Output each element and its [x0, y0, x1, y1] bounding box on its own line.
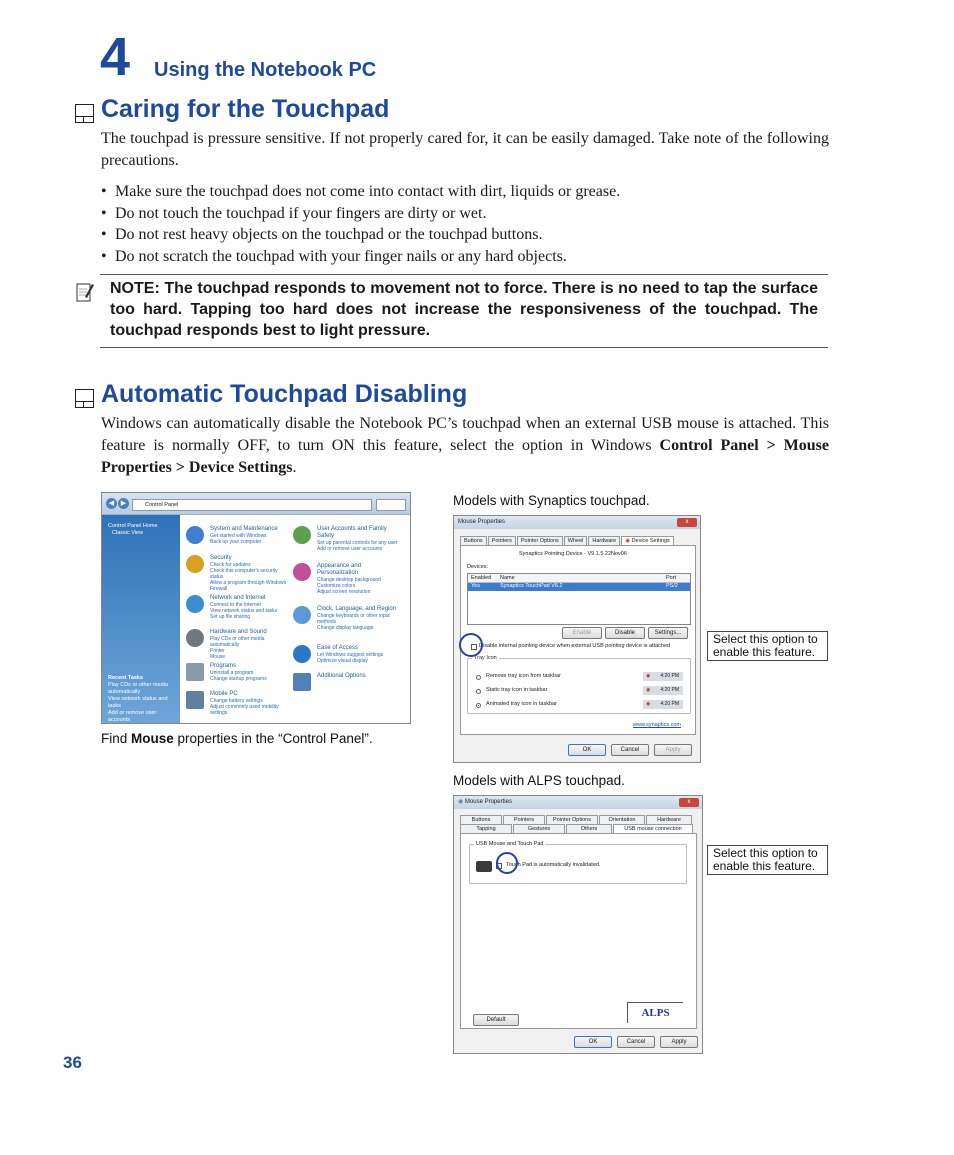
cp-category-name: Mobile PC: [210, 691, 238, 697]
cancel-button[interactable]: Cancel: [617, 1036, 655, 1048]
apply-button[interactable]: Apply: [654, 744, 692, 756]
tray-time: 4:20 PM: [660, 673, 679, 679]
apply-button[interactable]: Apply: [660, 1036, 698, 1048]
auto-body: [101, 413, 829, 479]
cp-titlebar: [102, 493, 410, 515]
synaptics-link[interactable]: www.synaptics.com: [633, 722, 681, 728]
tray-icon-group: [467, 655, 691, 714]
caption-text: Find: [101, 731, 132, 746]
list-item: • Do not touch the touchpad if your fingers are dirty or wet.: [101, 203, 829, 225]
tab-pointers[interactable]: Pointers: [488, 536, 516, 546]
cp-category-name: Clock, Language, and Region: [317, 606, 397, 612]
auto-body-end: .: [292, 459, 297, 476]
section-title-auto: Automatic Touchpad Disabling: [101, 380, 468, 408]
tray-option-label: Static tray icon in taskbar: [486, 687, 548, 693]
network-globe-icon: [186, 595, 204, 613]
section-title-caring: Caring for the Touchpad: [101, 95, 390, 123]
tray-legend: Tray Icon: [474, 655, 497, 661]
cp-category-name: Ease of Access: [317, 645, 359, 651]
cp-category-links: Play CDs or other media automatically Printer Mouse: [210, 636, 265, 660]
auto-body-text: Windows can automatically disable the Notebook PC’s touchpad when an external USB mouse is attached. This feature is normally OFF, to turn ON this feature, select the option in Windows: [101, 415, 829, 454]
precautions-list: [101, 181, 829, 267]
alps-logo: ALPS: [627, 1002, 683, 1023]
group-label: USB Mouse and Touch Pad: [476, 841, 544, 847]
tray-option-label: Remove tray icon from taskbar: [486, 673, 561, 679]
settings-button[interactable]: Settings...: [648, 627, 688, 639]
cp-category-links: Let Windows suggest settings Optimize visual display: [317, 652, 384, 664]
synaptics-dialog: [453, 515, 701, 763]
alps-dialog: [453, 795, 703, 1054]
cp-category-name: Network and Internet: [210, 595, 266, 601]
table-cell: Yes: [471, 583, 480, 589]
cp-category-links: Check for updates Check this computer's security status Allow a program through Windows Firewall: [210, 562, 287, 592]
tray-preview: [643, 686, 683, 695]
tray-radio-remove[interactable]: [476, 675, 481, 680]
list-item: • Do not scratch the touchpad with your finger nails or any hard objects.: [101, 246, 829, 268]
tray-time: 4:20 PM: [660, 687, 679, 693]
security-shield-icon: [186, 555, 204, 573]
list-item: • Make sure the touchpad does not come into contact with dirt, liquids or grease.: [101, 181, 829, 203]
cp-category[interactable]: [186, 691, 291, 716]
clock-icon: [293, 606, 311, 624]
tab-pointers[interactable]: Pointers: [503, 815, 545, 825]
section-icon: [75, 104, 94, 123]
tab-buttons[interactable]: Buttons: [460, 815, 502, 825]
tab-orientation[interactable]: Orientation: [599, 815, 645, 825]
recent-task[interactable]: Add or remove user accounts: [108, 710, 157, 723]
chapter-number: 4: [100, 27, 131, 87]
tab-wheel[interactable]: Wheel: [564, 536, 588, 546]
cp-category-name: Appearance and Personalization: [317, 563, 362, 576]
cp-category-links: Change keyboards or other input methods Change display language: [317, 613, 390, 631]
dialog-title-text: Mouse Properties: [458, 519, 506, 525]
dialog-title-text: Mouse Properties: [464, 799, 512, 805]
tab-hardware[interactable]: Hardware: [646, 815, 692, 825]
cp-category-name: Security: [210, 555, 232, 561]
highlight-circle: [459, 633, 483, 657]
back-icon[interactable]: ◀: [106, 498, 117, 509]
tab-pointer-options[interactable]: Pointer Options: [517, 536, 563, 546]
cp-category[interactable]: [293, 673, 398, 680]
cancel-button[interactable]: Cancel: [611, 744, 649, 756]
cp-category[interactable]: [186, 555, 291, 592]
cp-category-links: Uninstall a program Change startup programs: [210, 670, 267, 682]
cp-main: [180, 515, 410, 723]
enable-button[interactable]: Enable: [562, 627, 602, 639]
ok-button[interactable]: OK: [568, 744, 606, 756]
caption-synaptics: Models with Synaptics touchpad.: [453, 493, 650, 508]
cp-category-name: Hardware and Sound: [210, 629, 267, 635]
close-icon[interactable]: x: [677, 518, 697, 527]
caption-text: properties in the “Control Panel”.: [173, 731, 373, 746]
recent-task[interactable]: View network status and tasks: [108, 696, 168, 709]
cp-category-links: Set up parental controls for any user Add or remove user accounts: [317, 540, 398, 552]
tab-tapping[interactable]: Tapping: [460, 824, 512, 834]
hardware-printer-icon: [186, 629, 204, 647]
cp-category-links: Change battery settings Adjust commonly used mobility settings: [210, 698, 279, 716]
tray-preview: [643, 700, 683, 709]
cp-category-links: Change desktop background Customize colors Adjust screen resolution: [317, 577, 381, 595]
tray-time: 4:20 PM: [660, 701, 679, 707]
ease-of-access-icon: [293, 645, 311, 663]
note-icon: [76, 281, 94, 303]
cp-category-name: Programs: [210, 663, 237, 669]
recent-tasks-title: Recent Tasks: [108, 675, 144, 681]
cp-category-links: Connect to the Internet View network status and tasks Set up file sharing: [210, 602, 278, 620]
address-bar[interactable]: Control Panel: [132, 499, 372, 511]
note-rule-top: [100, 274, 828, 275]
callout-synaptics: Select this option to enable this feature.: [707, 631, 828, 661]
cp-category[interactable]: [186, 629, 291, 660]
search-input[interactable]: [376, 499, 406, 511]
list-item: • Do not rest heavy objects on the touchpad or the touchpad buttons.: [101, 224, 829, 246]
tray-radio-static[interactable]: [476, 689, 481, 694]
tab-gestures[interactable]: Gestures: [513, 824, 565, 834]
device-name: Synaptics Pointing Device - V9.1.5 22Nov06: [519, 551, 627, 557]
tab-label: Device Settings: [631, 538, 670, 544]
dialog-title: [454, 796, 702, 809]
cp-category[interactable]: [293, 645, 398, 664]
tray-radio-animated[interactable]: [476, 703, 481, 708]
highlight-circle: [496, 852, 518, 874]
disable-button[interactable]: Disable: [605, 627, 645, 639]
note-rule-bottom: [100, 347, 828, 348]
note-text: NOTE: The touchpad responds to movement not to force. There is no need to tap the surface too hard. Tapping too hard does not increase the responsiveness of the touchpad. The touchpad responds best to light pressure.: [110, 280, 818, 339]
cp-category-links: Get started with Windows Back up your computer: [210, 533, 267, 545]
table-row[interactable]: [468, 583, 690, 591]
tab-panel: [460, 545, 696, 735]
cp-category-name: Additional Options: [317, 673, 366, 679]
checkbox-label: Disable internal pointing device when external USB pointing device is attached: [479, 643, 671, 649]
close-icon[interactable]: x: [679, 798, 699, 807]
dialog-title: [454, 516, 700, 529]
ok-button[interactable]: OK: [574, 1036, 612, 1048]
cp-classic-link[interactable]: Classic View: [112, 530, 144, 536]
tray-icon: ◉: [646, 673, 651, 679]
chapter-title: Using the Notebook PC: [154, 59, 377, 81]
recent-task[interactable]: Play CDs or other media automatically: [108, 682, 168, 695]
touchpad-usb-icon: [476, 861, 492, 872]
tab-pointer-options[interactable]: Pointer Options: [546, 815, 598, 825]
programs-icon: [186, 663, 204, 681]
tab-hardware[interactable]: Hardware: [588, 536, 620, 546]
tray-icon: ◉: [646, 687, 651, 693]
caption-bold: Mouse: [131, 731, 174, 746]
tray-icon: ◉: [646, 701, 651, 707]
auto-body-path: Control Panel > Mouse Properties > Device Settings: [101, 437, 830, 476]
checkbox-label: Touch Pad is automatically invalidated.: [506, 862, 601, 868]
table-header: [468, 574, 690, 583]
page-number: 36: [63, 1053, 82, 1072]
mobile-pc-icon: [186, 691, 204, 709]
column-header: Enabled: [471, 575, 492, 581]
forward-icon[interactable]: ▶: [118, 498, 129, 509]
table-cell: Synaptics TouchPad V6.2: [500, 583, 563, 589]
default-button[interactable]: Default: [473, 1014, 519, 1026]
cp-category-name: User Accounts and Family Safety: [317, 526, 387, 539]
table-cell: PS/2: [666, 583, 678, 589]
column-header: Name: [500, 575, 515, 581]
callout-alps: Select this option to enable this feature.: [707, 845, 828, 875]
tray-option-label: Animated tray icon in taskbar: [486, 701, 557, 707]
cp-category[interactable]: [186, 595, 291, 620]
cp-category[interactable]: [293, 526, 398, 552]
caption-alps: Models with ALPS touchpad.: [453, 773, 625, 788]
cp-home-link[interactable]: Control Panel Home: [108, 523, 158, 529]
control-panel-screenshot: [101, 492, 411, 724]
caring-intro: The touchpad is pressure sensitive. If not properly cared for, it can be easily damaged. Take note of the following precautions.: [101, 130, 829, 169]
tab-buttons[interactable]: Buttons: [460, 536, 487, 546]
devices-label: Devices:: [467, 564, 489, 570]
tray-preview: [643, 672, 683, 681]
cp-sidebar: [102, 515, 180, 723]
cp-category[interactable]: [186, 526, 291, 545]
users-icon: [293, 526, 311, 544]
tab-others[interactable]: Others: [566, 824, 612, 834]
cp-category[interactable]: [186, 663, 291, 682]
system-icon: [186, 526, 204, 544]
cp-category[interactable]: [293, 563, 398, 595]
cp-category-name: System and Maintenance: [210, 526, 278, 532]
devices-table: [467, 573, 691, 625]
caption-control-panel: [101, 731, 373, 746]
appearance-icon: [293, 563, 311, 581]
tab-usb-mouse-connection[interactable]: USB mouse connection: [613, 824, 693, 834]
additional-options-icon: [293, 673, 311, 691]
cp-category[interactable]: [293, 606, 398, 631]
synaptics-logo-icon: ◉: [625, 538, 631, 544]
column-header: Port: [666, 575, 677, 581]
mouse-icon: ◉: [458, 799, 464, 805]
section-icon: [75, 389, 94, 408]
